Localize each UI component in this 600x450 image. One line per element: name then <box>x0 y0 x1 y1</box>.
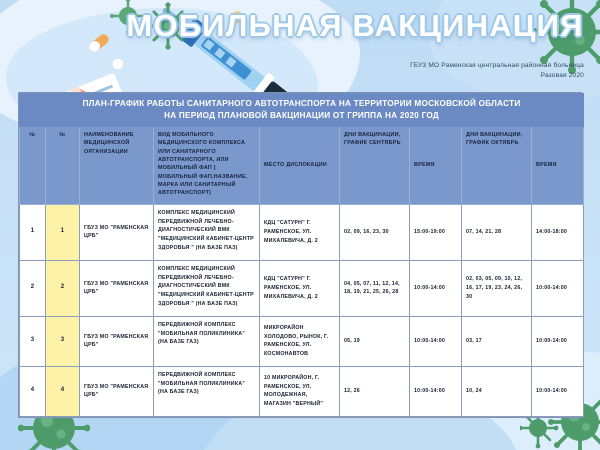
row-october-time: 10:00-14:00 <box>532 260 584 316</box>
column-header-index-outer: № <box>20 126 46 204</box>
column-header-september-time: ВРЕМЯ <box>410 126 462 204</box>
row-index-inner: 1 <box>46 204 80 260</box>
row-vehicle-type: КОМПЛЕКС МЕДИЦИНСКИЙ ПЕРЕДВИЖНОЙ ЛЕЧЕБНО-ДИАГНОСТИЧЕСКИЙ ВМК "МЕДИЦИНСКИЙ КАБИНЕТ-ЦЕНТР ЗДОРОВЬЯ " (НА БАЗЕ ПАЗ) <box>154 260 260 316</box>
row-vehicle-type: ПЕРЕДВИЖНОЙ КОМПЛЕКС "МОБИЛЬНАЯ ПОЛИКЛИНИКА" (НА БАЗЕ ГАЗ) <box>154 316 260 366</box>
row-september-days: 02, 09, 16, 23, 30 <box>340 204 410 260</box>
row-index-inner: 2 <box>46 260 80 316</box>
column-header-vehicle-type: ВИД МОБИЛЬНОГО МЕДИЦИНСКОГО КОМПЛЕКСА ИЛИ САНИТАРНОГО АВТОТРАНСПОРТА, ИЛИ МОБИЛЬНЫЙ ФАП ( МОБИЛЬНЫЙ ФАП,НАЗВАНИЕ, МАРКА ИЛИ САНИТАРНЫЙ АВТОТРАНСПОРТ) <box>154 126 260 204</box>
row-september-time: 10:00-14:00 <box>410 316 462 366</box>
row-location: 10 МИКРОРАЙОН, Г. РАМЕНСКОЕ, УЛ. МОЛОДЕЖНАЯ, МАГАЗИН "ВЕРНЫЙ" <box>260 366 340 416</box>
row-september-time: 10:00-14:00 <box>410 366 462 416</box>
table-banner-row <box>20 94 584 127</box>
table-banner <box>20 94 584 127</box>
schedule-table-container <box>18 92 582 418</box>
row-organization: ГБУЗ МО "РАМЕНСКАЯ ЦРБ" <box>80 366 154 416</box>
row-organization: ГБУЗ МО "РАМЕНСКАЯ ЦРБ" <box>80 316 154 366</box>
row-october-days: 03, 17 <box>462 316 532 366</box>
row-september-days: 04, 05, 07, 11, 12, 14, 18, 19, 21, 25, 26, 28 <box>340 260 410 316</box>
table-row <box>20 204 584 260</box>
organization-name: ГБУЗ МО Раменская центральная районная больница <box>410 62 584 69</box>
organization-caption <box>410 61 584 81</box>
table-header-row <box>20 126 584 204</box>
row-index-outer: 3 <box>20 316 46 366</box>
table-row <box>20 316 584 366</box>
row-index-inner: 3 <box>46 316 80 366</box>
table-banner-line-1: ПЛАН-ГРАФИК РАБОТЫ САНИТАРНОГО АВТОТРАНСПОРТА НА ТЕРРИТОРИИ МОСКОВСКОЙ ОБЛАСТИ <box>82 99 521 108</box>
column-header-october-time: ВРЕМЯ <box>532 126 584 204</box>
row-vehicle-type: ПЕРЕДВИЖНОЙ КОМПЛЕКС "МОБИЛЬНАЯ ПОЛИКЛИНИКА" (НА БАЗЕ ГАЗ) <box>154 366 260 416</box>
page-title: МОБИЛЬНАЯ ВАКЦИНАЦИЯ <box>126 8 584 43</box>
row-organization: ГБУЗ МО "РАМЕНСКАЯ ЦРБ" <box>80 204 154 260</box>
row-october-days: 10, 24 <box>462 366 532 416</box>
row-index-outer: 1 <box>20 204 46 260</box>
row-september-time: 10:00-14:00 <box>410 260 462 316</box>
row-location: МИКРОРАЙОН ХОЛОДОВО, РЫНОК, Г. РАМЕНСКОЕ, УЛ. КОСМОНАВТОВ <box>260 316 340 366</box>
row-index-inner: 4 <box>46 366 80 416</box>
row-september-days: 05, 19 <box>340 316 410 366</box>
table-row <box>20 260 584 316</box>
row-october-days: 02, 03, 05, 09, 10, 12, 16, 17, 19, 23, 24, 26, 30 <box>462 260 532 316</box>
row-index-outer: 2 <box>20 260 46 316</box>
row-location: КДЦ "САТУРН" Г. РАМЕНСКОЕ, УЛ. МИХАЛЕВИЧА, Д. 2 <box>260 260 340 316</box>
row-october-time: 14:00-18:00 <box>532 204 584 260</box>
row-october-time: 10:00-14:00 <box>532 366 584 416</box>
row-october-days: 07, 14, 21, 28 <box>462 204 532 260</box>
row-index-outer: 4 <box>20 366 46 416</box>
column-header-location: МЕСТО ДИСЛОКАЦИИ <box>260 126 340 204</box>
column-header-october-days: ДНИ ВАКЦИНАЦИИ, ГРАФИК ОКТЯБРЬ <box>462 126 532 204</box>
row-september-days: 12, 26 <box>340 366 410 416</box>
column-header-september-days: ДНИ ВАКЦИНАЦИИ, ГРАФИК СЕНТЯБРЬ <box>340 126 410 204</box>
row-vehicle-type: КОМПЛЕКС МЕДИЦИНСКИЙ ПЕРЕДВИЖНОЙ ЛЕЧЕБНО-ДИАГНОСТИЧЕСКИЙ ВМК "МЕДИЦИНСКИЙ КАБИНЕТ-ЦЕНТР ЗДОРОВЬЯ " (НА БАЗЕ ПАЗ) <box>154 204 260 260</box>
schedule-table <box>19 93 584 417</box>
column-header-index-inner: № <box>46 126 80 204</box>
row-organization: ГБУЗ МО "РАМЕНСКАЯ ЦРБ" <box>80 260 154 316</box>
organization-edition: Разовая 2020 <box>540 71 584 79</box>
table-banner-line-2: НА ПЕРИОД ПЛАНОВОЙ ВАКЦИНАЦИИ ОТ ГРИППА НА 2020 ГОД <box>164 110 439 120</box>
table-row <box>20 366 584 416</box>
row-september-time: 15:00-19:00 <box>410 204 462 260</box>
row-october-time: 10:00-14:00 <box>532 316 584 366</box>
row-location: КДЦ "САТУРН" Г. РАМЕНСКОЕ, УЛ. МИХАЛЕВИЧА, Д. 2 <box>260 204 340 260</box>
column-header-organization: НАИМЕНОВАНИЕ МЕДИЦИНСКОЙ ОРГАНИЗАЦИИ <box>80 126 154 204</box>
